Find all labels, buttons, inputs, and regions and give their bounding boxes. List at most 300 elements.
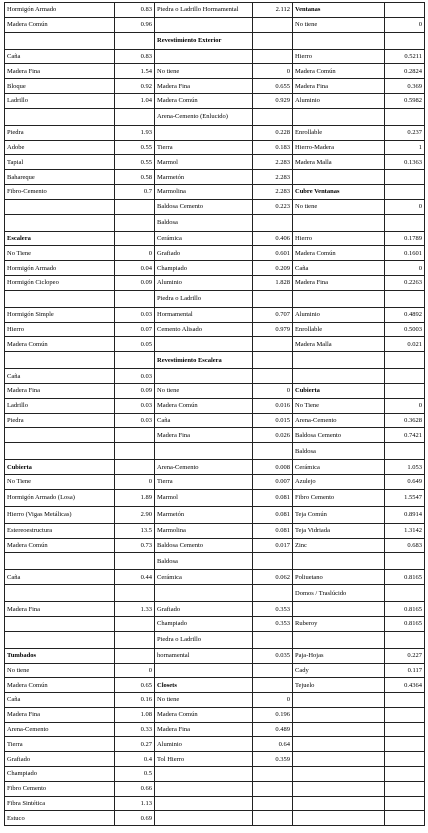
item-label: Aluminio: [155, 275, 253, 290]
item-label: Marmetón: [155, 170, 253, 185]
item-coefficient: 0.406: [253, 231, 293, 246]
item-coefficient: [115, 585, 155, 602]
item-coefficient: 0.5: [115, 767, 155, 782]
item-coefficient: [115, 199, 155, 214]
item-label: Azulejo: [293, 474, 385, 489]
item-coefficient: 2.112: [253, 3, 293, 18]
item-label: Caña: [155, 413, 253, 428]
item-coefficient: 0.64: [253, 737, 293, 752]
item-label: Cady: [293, 663, 385, 678]
table-row: [5, 631, 425, 648]
item-label: [293, 352, 385, 369]
item-label: Arena-Cemento: [293, 413, 385, 428]
item-label: Piedra: [5, 125, 115, 140]
item-label: Madera Común: [5, 337, 115, 352]
item-label: No Tiene: [5, 246, 115, 261]
item-label: No tiene: [293, 199, 385, 214]
coefficient-table: [4, 2, 425, 826]
item-coefficient: [385, 781, 425, 796]
item-coefficient: 1: [385, 140, 425, 155]
item-label: [155, 125, 253, 140]
table-row: [5, 32, 425, 49]
table-row: [5, 678, 425, 693]
item-label: Cemento Alisado: [155, 322, 253, 337]
item-coefficient: 0: [115, 474, 155, 489]
item-coefficient: 0.04: [115, 261, 155, 276]
item-label: Madera Fina: [5, 707, 115, 722]
item-label: Madera Fina: [293, 275, 385, 290]
item-coefficient: 0.1601: [385, 246, 425, 261]
item-label: Madera Común: [5, 678, 115, 693]
item-label: [293, 722, 385, 737]
item-coefficient: [253, 32, 293, 49]
table-row: [5, 231, 425, 246]
item-label: Tapial: [5, 155, 115, 170]
item-coefficient: 0.8165: [385, 616, 425, 631]
item-label: Tierra: [155, 140, 253, 155]
item-label: [155, 17, 253, 32]
item-coefficient: 0.016: [253, 398, 293, 413]
item-label: [5, 428, 115, 443]
item-coefficient: 1.053: [385, 460, 425, 475]
item-label: Hormigón Simple: [5, 307, 115, 322]
item-label: Poliuetano: [293, 570, 385, 585]
item-label: No Tiene: [293, 398, 385, 413]
table-row: [5, 585, 425, 602]
item-label: Arena-Cemento (Enlucido): [155, 108, 253, 125]
item-coefficient: 0.69: [115, 811, 155, 826]
table-row: [5, 108, 425, 125]
item-coefficient: [115, 443, 155, 460]
item-coefficient: [253, 811, 293, 826]
item-label: [5, 352, 115, 369]
item-coefficient: 0: [253, 693, 293, 708]
item-label: Madera Común: [155, 93, 253, 108]
item-coefficient: [115, 231, 155, 246]
item-label: [155, 585, 253, 602]
item-coefficient: 0.55: [115, 140, 155, 155]
table-row: [5, 553, 425, 570]
item-label: Fibro Cemento: [293, 489, 385, 506]
item-coefficient: 0.03: [115, 369, 155, 384]
table-row: [5, 322, 425, 337]
item-coefficient: 0.03: [115, 398, 155, 413]
item-label: Zinc: [293, 538, 385, 553]
item-label: [5, 553, 115, 570]
table-row: [5, 261, 425, 276]
item-coefficient: [385, 722, 425, 737]
item-label: Baldosa Cemento: [293, 428, 385, 443]
item-label: Grafiado: [155, 602, 253, 617]
section-heading: Cubierta: [293, 383, 385, 398]
item-coefficient: [253, 585, 293, 602]
item-coefficient: 1.5547: [385, 489, 425, 506]
item-label: Hierro (Vigas Metálicas): [5, 506, 115, 523]
item-label: Madera Común: [5, 17, 115, 32]
item-coefficient: 0.09: [115, 383, 155, 398]
item-label: [155, 767, 253, 782]
table-row: [5, 767, 425, 782]
item-coefficient: 0.649: [385, 474, 425, 489]
item-label: [155, 811, 253, 826]
item-coefficient: 0.007: [253, 474, 293, 489]
item-coefficient: [385, 631, 425, 648]
item-label: Marmetón: [155, 506, 253, 523]
item-label: [293, 369, 385, 384]
item-label: Champiado: [155, 261, 253, 276]
table-row: [5, 3, 425, 18]
item-label: No tiene: [155, 693, 253, 708]
item-coefficient: [385, 184, 425, 199]
item-coefficient: 0.021: [385, 337, 425, 352]
item-coefficient: 0.27: [115, 737, 155, 752]
item-label: Ladrillo: [5, 93, 115, 108]
table-row: [5, 214, 425, 231]
item-label: Grafiado: [155, 246, 253, 261]
table-row: [5, 538, 425, 553]
item-coefficient: 0.44: [115, 570, 155, 585]
item-label: Marmol: [155, 155, 253, 170]
item-coefficient: [253, 108, 293, 125]
item-coefficient: [385, 383, 425, 398]
item-coefficient: [115, 32, 155, 49]
item-coefficient: 0.03: [115, 307, 155, 322]
item-coefficient: 0.017: [253, 538, 293, 553]
item-label: [5, 108, 115, 125]
item-coefficient: [253, 663, 293, 678]
item-label: Hierro-Madera: [293, 140, 385, 155]
item-label: Champiado: [5, 767, 115, 782]
item-coefficient: [385, 108, 425, 125]
item-coefficient: 13.5: [115, 523, 155, 538]
item-label: [5, 616, 115, 631]
item-coefficient: 0.7421: [385, 428, 425, 443]
table-row: [5, 383, 425, 398]
table-row: [5, 506, 425, 523]
item-coefficient: 0.8914: [385, 506, 425, 523]
item-label: Arena-Cemento: [5, 722, 115, 737]
item-coefficient: 0.353: [253, 602, 293, 617]
item-coefficient: 0.65: [115, 678, 155, 693]
item-coefficient: 0.489: [253, 722, 293, 737]
item-label: Madera Fina: [5, 602, 115, 617]
item-coefficient: 0.655: [253, 79, 293, 94]
table-row: [5, 79, 425, 94]
item-label: hornamental: [155, 648, 253, 663]
item-coefficient: 0.33: [115, 722, 155, 737]
item-label: [5, 631, 115, 648]
item-label: Madera Fina: [155, 79, 253, 94]
item-label: Hierro: [293, 49, 385, 64]
item-coefficient: [385, 752, 425, 767]
table-row: [5, 369, 425, 384]
table-row: [5, 140, 425, 155]
table-row: [5, 602, 425, 617]
item-coefficient: 0.081: [253, 506, 293, 523]
item-coefficient: [253, 553, 293, 570]
section-heading: Tumbados: [5, 648, 115, 663]
item-coefficient: 1.08: [115, 707, 155, 722]
item-coefficient: [253, 214, 293, 231]
item-label: Hormigón Armado (Losa): [5, 489, 115, 506]
item-coefficient: 0.16: [115, 693, 155, 708]
item-label: [155, 369, 253, 384]
item-coefficient: [385, 693, 425, 708]
section-heading: Escalera: [5, 231, 115, 246]
item-label: No Tiene: [5, 474, 115, 489]
item-coefficient: 0.2824: [385, 64, 425, 79]
item-coefficient: 0.683: [385, 538, 425, 553]
table-row: [5, 443, 425, 460]
table-row: [5, 693, 425, 708]
item-label: Madera Común: [155, 707, 253, 722]
item-coefficient: 0.7: [115, 184, 155, 199]
item-label: No tiene: [155, 64, 253, 79]
item-coefficient: [253, 352, 293, 369]
item-label: Madera Fina: [5, 64, 115, 79]
item-label: Baldosa Cemento: [155, 538, 253, 553]
item-coefficient: 1.3142: [385, 523, 425, 538]
table-row: [5, 707, 425, 722]
item-coefficient: 0.929: [253, 93, 293, 108]
item-coefficient: 1.54: [115, 64, 155, 79]
item-label: [5, 585, 115, 602]
item-coefficient: [253, 49, 293, 64]
item-label: Fibro Cemento: [5, 781, 115, 796]
item-coefficient: 0.5982: [385, 93, 425, 108]
item-label: Piedra o Ladrillo: [155, 290, 253, 307]
item-coefficient: 0.07: [115, 322, 155, 337]
item-coefficient: 0.081: [253, 523, 293, 538]
item-label: Madera Común: [293, 64, 385, 79]
item-label: Madera Fina: [293, 79, 385, 94]
item-label: Grafiado: [5, 752, 115, 767]
item-coefficient: [253, 369, 293, 384]
item-label: Adobe: [5, 140, 115, 155]
item-coefficient: 0.5211: [385, 49, 425, 64]
table-row: [5, 337, 425, 352]
item-label: Hormigón Armado: [5, 3, 115, 18]
item-label: [293, 553, 385, 570]
item-coefficient: 0.062: [253, 570, 293, 585]
item-label: Estuco: [5, 811, 115, 826]
table-row: [5, 752, 425, 767]
table-row: [5, 199, 425, 214]
item-label: Marmol: [155, 489, 253, 506]
table-row: [5, 290, 425, 307]
item-coefficient: 0.03: [115, 413, 155, 428]
table-body: [5, 3, 425, 826]
item-coefficient: 0.117: [385, 663, 425, 678]
item-label: Cerámica: [293, 460, 385, 475]
table-row: [5, 489, 425, 506]
item-label: Cerámica: [155, 570, 253, 585]
table-row: [5, 616, 425, 631]
table-row: [5, 648, 425, 663]
item-coefficient: 0.4892: [385, 307, 425, 322]
table-row: [5, 413, 425, 428]
item-label: Ruberoy: [293, 616, 385, 631]
section-heading: Revestimiento Escalera: [155, 352, 253, 369]
item-label: [293, 767, 385, 782]
item-label: Estereoestructura: [5, 523, 115, 538]
item-coefficient: [385, 707, 425, 722]
item-coefficient: 0.55: [115, 155, 155, 170]
item-coefficient: 0: [385, 261, 425, 276]
item-coefficient: 0.3628: [385, 413, 425, 428]
table-row: [5, 428, 425, 443]
section-heading: Cubierta: [5, 460, 115, 475]
table-row: [5, 811, 425, 826]
item-coefficient: [385, 369, 425, 384]
item-label: Arena-Cemento: [155, 460, 253, 475]
item-coefficient: 0.081: [253, 489, 293, 506]
item-label: Madera Fina: [155, 722, 253, 737]
item-coefficient: [115, 108, 155, 125]
item-label: Madera Malla: [293, 337, 385, 352]
item-label: Cerámica: [155, 231, 253, 246]
item-label: Aluminio: [155, 737, 253, 752]
item-label: Enrollable: [293, 322, 385, 337]
item-label: No tiene: [5, 663, 115, 678]
table-row: [5, 64, 425, 79]
item-label: [293, 32, 385, 49]
item-label: [293, 170, 385, 185]
item-coefficient: [385, 585, 425, 602]
item-coefficient: 0.09: [115, 275, 155, 290]
item-coefficient: 0.5003: [385, 322, 425, 337]
item-coefficient: 0.209: [253, 261, 293, 276]
item-label: [155, 443, 253, 460]
item-label: Baldosa Cemento: [155, 199, 253, 214]
item-coefficient: [253, 796, 293, 811]
item-coefficient: 1.13: [115, 796, 155, 811]
item-coefficient: [115, 214, 155, 231]
item-coefficient: [385, 553, 425, 570]
item-label: Baldosa: [155, 214, 253, 231]
table-row: [5, 781, 425, 796]
item-coefficient: 0.8165: [385, 602, 425, 617]
item-label: [293, 707, 385, 722]
item-label: Hierro: [293, 231, 385, 246]
item-coefficient: 0.1789: [385, 231, 425, 246]
item-label: Madera Común: [5, 538, 115, 553]
table-row: [5, 155, 425, 170]
item-label: Hormigón Ciclopeo: [5, 275, 115, 290]
item-label: Hormamental: [155, 307, 253, 322]
item-coefficient: [385, 811, 425, 826]
item-coefficient: 0.66: [115, 781, 155, 796]
section-heading: Revestimiento Exterior: [155, 32, 253, 49]
item-label: Madera Fina: [155, 428, 253, 443]
item-label: [293, 602, 385, 617]
item-label: Madera Malla: [293, 155, 385, 170]
item-coefficient: [253, 767, 293, 782]
item-coefficient: [253, 337, 293, 352]
item-coefficient: [385, 796, 425, 811]
item-coefficient: [115, 460, 155, 475]
item-label: [155, 337, 253, 352]
item-label: Tejuelo: [293, 678, 385, 693]
item-coefficient: 0.008: [253, 460, 293, 475]
item-label: [5, 214, 115, 231]
item-label: Hierro: [5, 322, 115, 337]
table-row: [5, 796, 425, 811]
table-row: [5, 737, 425, 752]
item-label: Tierra: [5, 737, 115, 752]
item-label: [155, 796, 253, 811]
table-row: [5, 570, 425, 585]
item-label: [155, 781, 253, 796]
item-coefficient: 0.707: [253, 307, 293, 322]
item-label: Ladrillo: [5, 398, 115, 413]
item-label: [293, 108, 385, 125]
item-coefficient: [253, 443, 293, 460]
item-label: Bloque: [5, 79, 115, 94]
item-label: [155, 49, 253, 64]
item-label: Hormigón Armado: [5, 261, 115, 276]
item-label: [293, 290, 385, 307]
item-coefficient: 0: [385, 398, 425, 413]
item-label: Fibro-Cemento: [5, 184, 115, 199]
item-label: Paja-Hojas: [293, 648, 385, 663]
table-row: [5, 398, 425, 413]
item-label: [293, 796, 385, 811]
item-coefficient: 0.73: [115, 538, 155, 553]
item-coefficient: 1.04: [115, 93, 155, 108]
item-coefficient: 0.4: [115, 752, 155, 767]
item-coefficient: [115, 631, 155, 648]
item-label: Piedra: [5, 413, 115, 428]
item-label: Tol Hierro: [155, 752, 253, 767]
item-label: [5, 290, 115, 307]
item-coefficient: [115, 648, 155, 663]
table-row: [5, 460, 425, 475]
item-coefficient: [385, 290, 425, 307]
item-coefficient: 0.035: [253, 648, 293, 663]
item-coefficient: 0: [253, 383, 293, 398]
item-coefficient: [385, 352, 425, 369]
table-row: [5, 275, 425, 290]
item-coefficient: 1.828: [253, 275, 293, 290]
item-coefficient: [253, 631, 293, 648]
item-coefficient: 0.1363: [385, 155, 425, 170]
item-label: No tiene: [293, 17, 385, 32]
item-coefficient: [385, 214, 425, 231]
item-coefficient: 0: [253, 64, 293, 79]
item-coefficient: 0: [115, 663, 155, 678]
item-label: [293, 631, 385, 648]
section-heading: Ventanas: [293, 3, 385, 18]
item-label: Caña: [5, 369, 115, 384]
item-label: Baldosa: [293, 443, 385, 460]
item-label: [5, 199, 115, 214]
item-label: Aluminio: [293, 307, 385, 322]
item-coefficient: 0.8165: [385, 570, 425, 585]
item-coefficient: 0: [385, 199, 425, 214]
item-coefficient: [115, 352, 155, 369]
item-label: Madera Común: [293, 246, 385, 261]
item-coefficient: 0.2263: [385, 275, 425, 290]
item-coefficient: [253, 678, 293, 693]
item-coefficient: 0.83: [115, 49, 155, 64]
item-label: Marmolina: [155, 184, 253, 199]
item-coefficient: 1.33: [115, 602, 155, 617]
table-row: [5, 523, 425, 538]
item-label: [293, 214, 385, 231]
item-label: Enrollable: [293, 125, 385, 140]
item-coefficient: 2.90: [115, 506, 155, 523]
